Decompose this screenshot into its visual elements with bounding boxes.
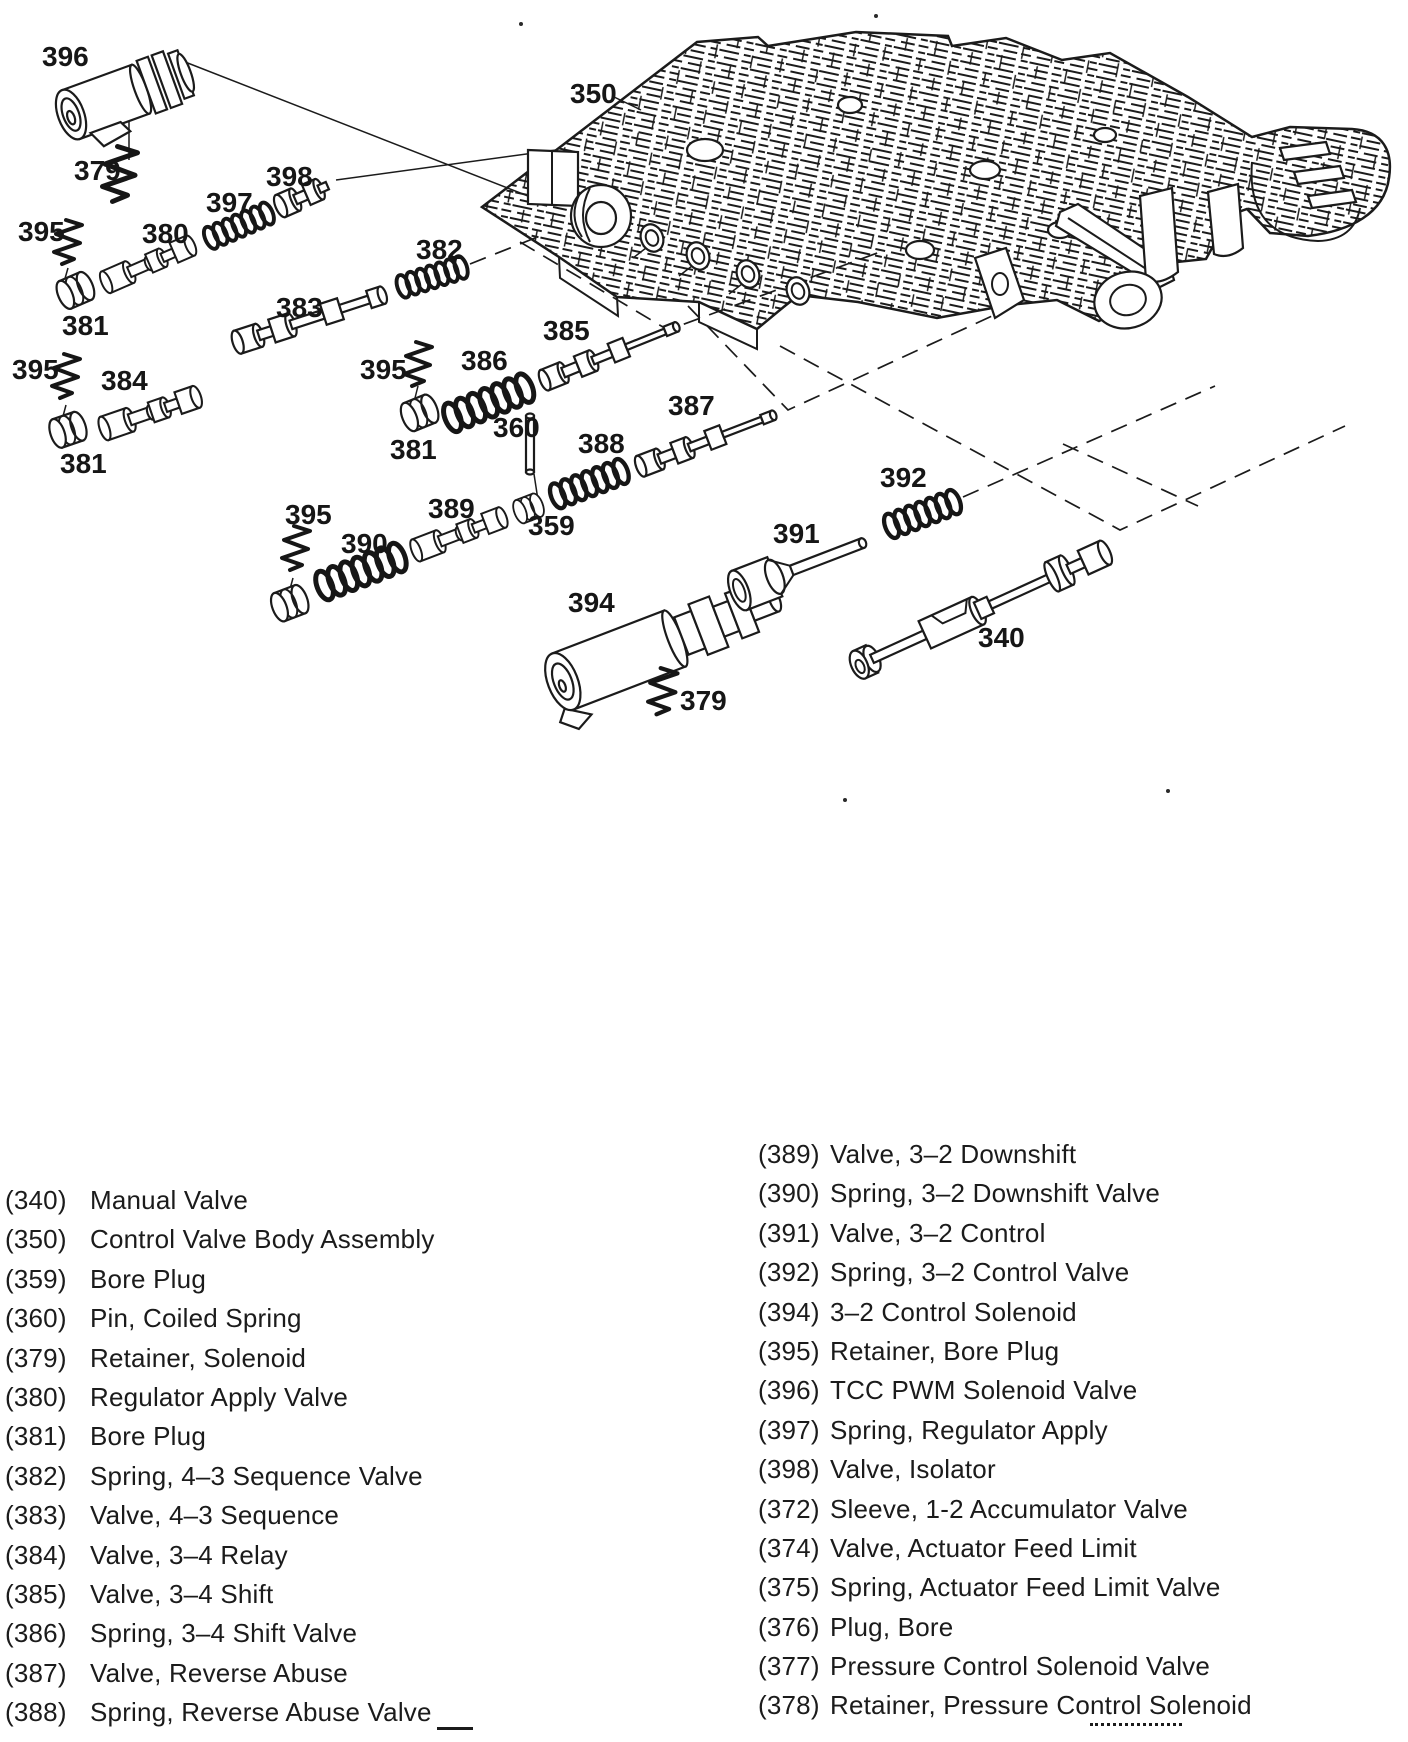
part-name: Spring, 3–2 Control Valve [830,1257,1130,1288]
parts-list-row [5,1299,605,1338]
parts-list-row [5,1339,605,1378]
part-number: (360) [5,1303,67,1334]
part-name: Valve, 4–3 Sequence [90,1500,340,1531]
parts-list-row [758,1293,1398,1332]
scan-dot [843,798,847,802]
part-number: (396) [758,1375,820,1406]
parts-list-row [758,1411,1398,1450]
parts-list-row [758,1214,1398,1253]
part-name: Bore Plug [90,1421,206,1452]
callout-395: 395 [18,216,65,247]
callout-390: 390 [341,528,388,559]
parts-list-row [5,1181,605,1220]
part-name: Spring, Reverse Abuse Valve [90,1697,432,1728]
part-number: (340) [5,1185,67,1215]
parts-list-row [758,1332,1398,1371]
part-number: (378) [758,1690,820,1721]
part-name: Bore Plug [90,1263,206,1294]
parts-list-row [758,1450,1398,1489]
part-name: Valve, 3–2 Downshift [830,1139,1077,1169]
part-name: Regulator Apply Valve [90,1381,349,1412]
parts-list-row [5,1220,605,1259]
part-name: TCC PWM Solenoid Valve [830,1375,1138,1406]
callout-387: 387 [668,390,715,421]
part-name: Retainer, Bore Plug [830,1335,1060,1366]
part-number: (382) [5,1460,67,1491]
parts-list-row [5,1260,605,1299]
part-number: (386) [5,1618,67,1649]
part-number: (381) [5,1421,67,1452]
part-381-bore-plug [53,269,98,311]
callout-397: 397 [206,187,253,218]
callout-395: 395 [12,354,59,385]
part-381-bore-plug [268,583,312,624]
callout-359: 359 [528,510,575,541]
parts-list-row [758,1647,1398,1686]
parts-list-left [5,1181,605,1732]
callout-379: 379 [680,685,727,716]
callout-385: 385 [543,315,590,346]
part-number: (398) [758,1454,820,1485]
scan-artifact-underscore [437,1727,473,1730]
parts-list-row [5,1496,605,1535]
part-number: (379) [5,1342,67,1373]
callout-384: 384 [101,365,148,396]
part-number: (376) [758,1611,820,1642]
part-number: (383) [5,1500,67,1531]
part-number: (387) [5,1657,67,1688]
scan-dot [1166,789,1170,793]
part-number: (385) [5,1578,67,1609]
parts-list-row [758,1686,1398,1725]
part-name: Plug, Bore [830,1611,954,1642]
parts-list-row [758,1490,1398,1529]
scan-dot [874,14,878,18]
part-number: (397) [758,1414,820,1445]
part-number: (374) [758,1532,820,1563]
parts-list-row [758,1568,1398,1607]
callout-360: 360 [493,412,540,443]
callout-350: 350 [570,78,617,109]
part-number: (390) [758,1178,820,1209]
parts-list-row [5,1417,605,1456]
part-name: Spring, 3–4 Shift Valve [90,1618,358,1649]
callout-388: 388 [578,428,625,459]
part-number: (350) [5,1224,67,1255]
callout-391: 391 [773,518,820,549]
part-number: (377) [758,1651,820,1682]
parts-list-row [758,1608,1398,1647]
scan-artifact-dotted-line [1090,1723,1182,1726]
parts-list-row [758,1371,1398,1410]
part-number: (359) [5,1263,67,1294]
parts-list-row [5,1693,605,1732]
part-name: Spring, Regulator Apply [830,1414,1108,1445]
part-name: Valve, Isolator [830,1454,996,1485]
callout-379: 379 [74,155,121,186]
part-name: Pin, Coiled Spring [90,1303,302,1334]
part-392-spring-control-valve [881,488,964,540]
part-name: Valve, 3–4 Relay [90,1539,288,1570]
part-number: (388) [5,1697,67,1728]
callout-381: 381 [60,448,107,479]
part-number: (395) [758,1335,820,1366]
part-number: (384) [5,1539,67,1570]
callout-382: 382 [416,234,463,265]
scan-dot [519,22,523,26]
parts-list-row [758,1135,1398,1174]
part-number: (380) [5,1381,67,1412]
part-name: Spring, 3–2 Downshift Valve [830,1178,1161,1209]
callout-383: 383 [276,292,323,323]
part-381-bore-plug [397,392,442,433]
part-395-retainer-bore-plug [404,342,432,386]
part-number: (391) [758,1217,820,1248]
part-name: Spring, Actuator Feed Limit Valve [830,1572,1221,1603]
part-name: Valve, Reverse Abuse [90,1657,348,1688]
parts-list-row [5,1457,605,1496]
callout-381: 381 [390,434,437,465]
part-395-retainer-bore-plug [282,526,310,570]
parts-list-right [758,1135,1398,1726]
parts-list-row [5,1614,605,1653]
callout-398: 398 [266,161,313,192]
callout-380: 380 [142,218,189,249]
parts-list-row [5,1654,605,1693]
parts-list-row [758,1253,1398,1292]
part-381-bore-plug [46,410,90,450]
part-name: Manual Valve [90,1185,249,1215]
part-name: Pressure Control Solenoid Valve [830,1651,1211,1682]
callout-381: 381 [62,310,109,341]
part-name: Valve, 3–2 Control [830,1217,1046,1248]
parts-list-row [5,1536,605,1575]
parts-list-row [5,1378,605,1417]
part-number: (372) [758,1493,820,1524]
valve-body-350 [482,32,1390,349]
parts-list-row [758,1174,1398,1213]
part-number: (375) [758,1572,820,1603]
part-number: (394) [758,1296,820,1327]
callout-392: 392 [880,462,927,493]
part-name: Spring, 4–3 Sequence Valve [90,1460,423,1491]
part-name: Sleeve, 1-2 Accumulator Valve [830,1493,1188,1524]
parts-list-row [5,1575,605,1614]
callout-389: 389 [428,493,475,524]
part-name: 3–2 Control Solenoid [830,1296,1077,1327]
part-388-spring-reverse-abuse [547,457,632,510]
callout-394: 394 [568,587,615,618]
callout-395: 395 [360,354,407,385]
part-name: Retainer, Pressure Control Solenoid [830,1690,1252,1721]
part-340-manual-valve [845,536,1116,682]
part-number: (389) [758,1139,820,1169]
part-name: Valve, Actuator Feed Limit [830,1532,1137,1563]
callout-395: 395 [285,499,332,530]
parts-list-row [758,1529,1398,1568]
part-name: Retainer, Solenoid [90,1342,307,1373]
part-name: Control Valve Body Assembly [90,1224,435,1255]
callout-340: 340 [978,622,1025,653]
callout-396: 396 [42,41,89,72]
callout-386: 386 [461,345,508,376]
part-name: Valve, 3–4 Shift [90,1578,274,1609]
part-number: (392) [758,1257,820,1288]
